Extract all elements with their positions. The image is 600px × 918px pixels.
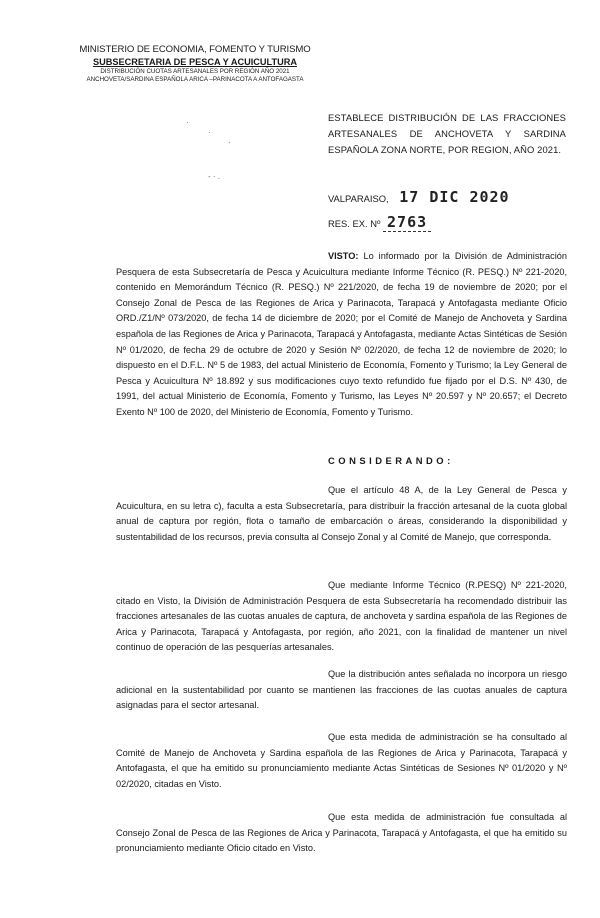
considerando-paragraph-5: Que esta medida de administración fue consultada al Consejo Zonal de Pesca de las Regiones de Arica y Parinacota, Tarapacá y Antofagasta, el que ha emitido su pronunciamiento mediante Oficio citado en Visto. (116, 812, 567, 854)
letterhead (60, 44, 330, 84)
considerando-paragraph-3: Que la distribución antes señalada no incorpora un riesgo adicional en la sustentabilidad por cuanto se mantienen las fracciones de las cuotas anuales de captura asignadas para el sector artesanal. (116, 669, 567, 711)
res-label: RES. EX. Nº (328, 218, 381, 229)
place-label: VALPARAISO, (328, 193, 389, 204)
considerando-heading: CONSIDERANDO: (328, 455, 454, 466)
scan-mark: · (208, 128, 211, 137)
subsecretaria-name: SUBSECRETARIA DE PESCA Y ACUICULTURA (92, 57, 297, 67)
scan-mark: · (228, 138, 231, 147)
ministry-name: MINISTERIO DE ECONOMIA, FOMENTO Y TURISMO (79, 44, 311, 55)
header-subline-2: ANCHOVETA/SARDINA ESPAÑOLA ARICA –PARINACOTA A ANTOFAGASTA (86, 76, 304, 83)
res-number: 2763 (387, 213, 428, 231)
res-number-field (383, 213, 431, 232)
date-stamp: 17 DIC 2020 (399, 188, 510, 206)
header-subline-1: DISTRIBUCIÓN CUOTAS ARTESANALES POR REGIÓN AÑO 2021 (100, 68, 290, 75)
visto-paragraph (116, 249, 567, 421)
date-line (328, 188, 510, 206)
resolution-number-line (328, 213, 431, 232)
visto-text: Lo informado por la División de Administración Pesquera de esta Subsecretaría de Pesca y Acuicultura mediante Informe Técnico (R. PESQ.) Nº 221-2020, contenido en Memorándum Técnico (R. PESQ.) Nº 221/2020, de fecha 19 de noviembre de 2020; por el Consejo Zonal de Pesca de las Regiones de Arica y Parinacota, Tarapacá y Antofagasta mediante Oficio ORD./Z1/Nº 073/2020, de fecha 14 de diciembre de 2020; por el Comité de Manejo de Anchoveta y Sardina española de las Regiones de Arica y Parinacota, Tarapacá y Antofagasta, mediante Actas Sintéticas de Sesión Nº 01/2020, de fecha 29 de octubre de 2020 y Sesión Nº 02/2020, de fecha 12 de noviembre de 2020; lo dispuesto en el D.F.L. Nº 5 de 1983, del actual Ministerio de Economía, Fomento y Turismo; la Ley General de Pesca y Acuicultura Nº 18.892 y sus modificaciones cuyo texto refundido fue fijado por el D.S. Nº 430, de 1991, del actual Ministerio de Economía, Fomento y Turismo, las Leyes Nº 20.597 y Nº 20.657; el Decreto Exento Nº 100 de 2020, del Ministerio de Economía, Fomento y Turismo. (116, 251, 567, 417)
scan-mark: · (186, 118, 189, 127)
considerando-paragraph-1: Que el artículo 48 A, de la Ley General de Pesca y Acuicultura, en su letra c), faculta a esta Subsecretaría, para distribuir la fracción artesanal de la cuota global anual de captura por región, flota o tamaño de embarcación o áreas, considerando la disponibilidad y sustentabilidad de los recursos, previa consulta al Consejo Zonal y al Comité de Manejo, que corresponda. (116, 485, 567, 542)
scan-mark: - · . (208, 172, 220, 181)
considerando-paragraph-4: Que esta medida de administración se ha consultado al Comité de Manejo de Anchoveta y Sardina española de las Regiones de Arica y Parinacota, Tarapacá y Antofagasta, el que ha emitido su pronunciamiento mediante Actas Sintéticas de Sesiones Nº 01/2020 y Nº 02/2020, citadas en Visto. (116, 732, 567, 789)
considerando-paragraph-2: Que mediante Informe Técnico (R.PESQ) Nº 221-2020, citado en Visto, la División de Administración Pesquera de esta Subsecretaría ha recomendado distribuir las fracciones artesanales de las cuotas anuales de captura, de anchoveta y sardina española de las Regiones de Arica y Parinacota, Tarapacá y Antofagasta, por región, año 2021, con la finalidad de mantener un nivel continuo de operación de las pesquerías artesanales. (116, 580, 567, 653)
visto-lead: VISTO: (328, 251, 359, 261)
resolution-subject: ESTABLECE DISTRIBUCIÓN DE LAS FRACCIONES ARTESANALES DE ANCHOVETA Y SARDINA ESPAÑOLA ZONA NORTE, POR REGION, AÑO 2021. (328, 112, 566, 155)
